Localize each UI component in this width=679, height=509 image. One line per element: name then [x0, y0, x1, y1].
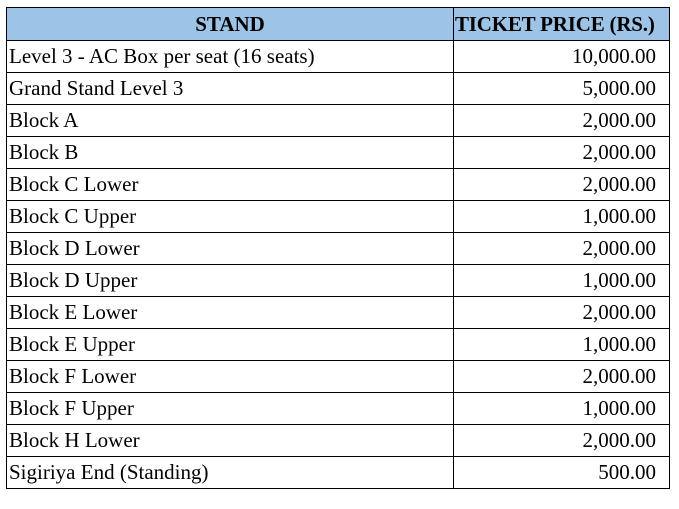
table-row: [7, 137, 670, 169]
price-cell: 2,000.00: [454, 105, 670, 137]
price-cell: 2,000.00: [454, 233, 670, 265]
price-cell: 2,000.00: [454, 137, 670, 169]
stand-cell: Block H Lower: [7, 425, 454, 457]
stand-cell: Block D Upper: [7, 265, 454, 297]
stand-cell: Block F Upper: [7, 393, 454, 425]
table-row: [7, 41, 670, 73]
table-row: [7, 105, 670, 137]
table-row: [7, 265, 670, 297]
stand-cell: Block B: [7, 137, 454, 169]
table-row: [7, 73, 670, 105]
stand-cell: Level 3 - AC Box per seat (16 seats): [7, 41, 454, 73]
price-cell: 1,000.00: [454, 201, 670, 233]
price-column-header: TICKET PRICE (RS.): [454, 8, 670, 41]
price-cell: 10,000.00: [454, 41, 670, 73]
price-cell: 2,000.00: [454, 361, 670, 393]
table-row: [7, 361, 670, 393]
ticket-price-table: [6, 7, 670, 489]
table-header: [7, 8, 670, 41]
price-cell: 500.00: [454, 457, 670, 489]
ticket-price-table-container: [6, 7, 669, 489]
price-cell: 1,000.00: [454, 265, 670, 297]
price-cell: 1,000.00: [454, 393, 670, 425]
table-row: [7, 169, 670, 201]
price-cell: 2,000.00: [454, 297, 670, 329]
stand-cell: Block C Lower: [7, 169, 454, 201]
stand-cell: Sigiriya End (Standing): [7, 457, 454, 489]
stand-cell: Block E Lower: [7, 297, 454, 329]
table-row: [7, 457, 670, 489]
stand-cell: Block E Upper: [7, 329, 454, 361]
table-row: [7, 297, 670, 329]
table-body: [7, 41, 670, 489]
stand-cell: Block C Upper: [7, 201, 454, 233]
stand-cell: Block D Lower: [7, 233, 454, 265]
header-row: [7, 8, 670, 41]
table-row: [7, 201, 670, 233]
stand-cell: Grand Stand Level 3: [7, 73, 454, 105]
price-cell: 1,000.00: [454, 329, 670, 361]
table-row: [7, 393, 670, 425]
stand-column-header: STAND: [7, 8, 454, 41]
table-row: [7, 329, 670, 361]
price-cell: 2,000.00: [454, 169, 670, 201]
stand-cell: Block A: [7, 105, 454, 137]
price-cell: 5,000.00: [454, 73, 670, 105]
stand-cell: Block F Lower: [7, 361, 454, 393]
table-row: [7, 425, 670, 457]
price-cell: 2,000.00: [454, 425, 670, 457]
table-row: [7, 233, 670, 265]
